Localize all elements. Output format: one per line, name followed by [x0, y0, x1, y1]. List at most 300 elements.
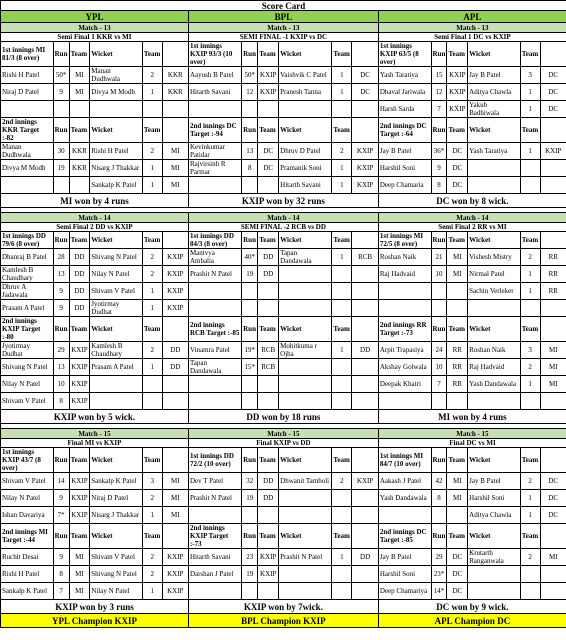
runs: 30	[53, 143, 69, 160]
wickets: 1	[332, 249, 352, 266]
bowler-name: Shivang N Patel	[90, 249, 143, 266]
bowling-team: RR	[540, 283, 566, 300]
batsman-name: Jyotirmay Dudhat	[1, 342, 54, 359]
bowler-name: Dhruv D Patel	[279, 143, 332, 160]
column-header-wicket: Wicket	[90, 317, 143, 342]
batsman-name	[188, 177, 241, 194]
batting-team	[447, 507, 468, 524]
bowling-team: KXIP	[352, 177, 379, 194]
wickets: 2	[142, 549, 162, 566]
bowler-name: Vishesh Mistry	[468, 249, 521, 266]
runs: 9	[53, 490, 69, 507]
column-header-blank	[540, 317, 566, 342]
bowler-name: Tapan Dandawala	[279, 249, 332, 266]
bowling-team: MI	[162, 160, 188, 177]
batting-team: DD	[258, 473, 279, 490]
column-header-team: Team	[142, 118, 162, 143]
column-header-team: Team	[447, 118, 468, 143]
column-header-run: Run	[53, 232, 69, 249]
column-header-wicket: Wicket	[279, 42, 332, 67]
column-header-blank	[352, 118, 379, 143]
column-header-run: Run	[53, 118, 69, 143]
bowling-team	[540, 160, 566, 177]
innings-label: 2nd innings KXIP Target :-80	[1, 317, 54, 342]
batsman-name: Ruchit Desai	[1, 549, 54, 566]
bowler-name: Jay B Patel	[468, 67, 521, 84]
league-header-bpl: BPL	[188, 11, 378, 23]
bowling-team: DD	[162, 359, 188, 376]
column-header-blank	[540, 448, 566, 473]
batsman-name: Nilay N Patel	[1, 490, 54, 507]
bowler-name: Nilay N Patel	[90, 583, 143, 600]
bowling-team	[352, 283, 379, 300]
wickets	[520, 566, 540, 583]
bowler-name: Nisarg J Thakkar	[90, 507, 143, 524]
batting-team: RR	[447, 342, 468, 359]
bowling-team	[352, 583, 379, 600]
runs: 32	[242, 473, 258, 490]
batsman-name: Nilay N Patel	[1, 376, 54, 393]
innings-label: 2nd innings DC Target :-85	[378, 524, 431, 549]
wickets	[142, 393, 162, 410]
batting-team	[447, 393, 468, 410]
column-header-wicket: Wicket	[279, 232, 332, 249]
runs: 19*	[242, 342, 258, 359]
runs: 23	[242, 549, 258, 566]
batsman-name: Vinamra Patel	[188, 342, 241, 359]
bowler-name: Divya M Modh	[90, 84, 143, 101]
wickets: 1	[332, 177, 352, 194]
wickets	[520, 177, 540, 194]
batsman-name	[378, 507, 431, 524]
runs: 29	[53, 342, 69, 359]
batting-team	[258, 507, 279, 524]
bowling-team: MI	[540, 549, 566, 566]
runs: 13	[242, 143, 258, 160]
column-header-run: Run	[53, 448, 69, 473]
wickets	[332, 300, 352, 317]
match-number: Match - 15	[188, 429, 378, 439]
column-header-run: Run	[53, 317, 69, 342]
column-header-wicket: Wicket	[90, 524, 143, 549]
batsman-name: Niraj D Patel	[1, 84, 54, 101]
wickets: 1	[332, 84, 352, 101]
bowler-name	[468, 160, 521, 177]
runs	[53, 177, 69, 194]
batsman-name	[188, 583, 241, 600]
runs: 36*	[431, 143, 447, 160]
batting-team: MI	[447, 473, 468, 490]
column-header-team: Team	[142, 448, 162, 473]
batting-team	[69, 177, 90, 194]
batsman-name: Shivam V Patel	[1, 473, 54, 490]
bowler-name: Yash Taratiya	[468, 143, 521, 160]
match-result: DD won by 18 runs	[188, 410, 378, 424]
wickets: 1	[520, 143, 540, 160]
batsman-name: Deep Chamaria	[378, 177, 431, 194]
column-header-team: Team	[520, 317, 540, 342]
bowler-name	[279, 490, 332, 507]
wickets: 1	[142, 84, 162, 101]
wickets: 1	[142, 507, 162, 524]
column-header-wicket: Wicket	[279, 448, 332, 473]
runs: 19	[53, 160, 69, 177]
wickets	[332, 490, 352, 507]
batsman-name: Arpit Trapasiya	[378, 342, 431, 359]
match-number: Match - 13	[1, 23, 189, 33]
innings-label: 1st innings KXIP 63/5 (8 over)	[378, 42, 431, 67]
bowling-team: KXIP	[162, 283, 188, 300]
bowler-name	[468, 583, 521, 600]
bowling-team: KXIP	[162, 249, 188, 266]
bowler-name	[279, 507, 332, 524]
bowling-team: DD	[352, 342, 379, 359]
column-header-team: Team	[258, 118, 279, 143]
bowling-team: KKR	[162, 84, 188, 101]
batting-team: DC	[258, 143, 279, 160]
wickets: 1	[332, 160, 352, 177]
runs: 42	[431, 473, 447, 490]
runs: 8	[242, 160, 258, 177]
column-header-wicket: Wicket	[90, 232, 143, 249]
batting-team: KXIP	[69, 393, 90, 410]
wickets: 1	[520, 376, 540, 393]
match-result: KXIP won by 5 wick.	[1, 410, 189, 424]
column-header-blank	[162, 118, 188, 143]
bowling-team	[352, 300, 379, 317]
column-header-team: Team	[142, 317, 162, 342]
bowling-team	[540, 566, 566, 583]
innings-label: 1st innings DD 72/2 (10 over)	[188, 448, 241, 473]
wickets: 1	[520, 490, 540, 507]
batting-team: MI	[69, 583, 90, 600]
bowler-name: Roshan Naik	[468, 342, 521, 359]
wickets: 2	[520, 473, 540, 490]
bowler-name: Vaishvik C Patel	[279, 67, 332, 84]
batsman-name: Raj Hadvaid	[378, 266, 431, 283]
wickets	[332, 101, 352, 118]
batting-team: KXIP	[69, 376, 90, 393]
batsman-name: Dhruv A Jadawala	[1, 283, 54, 300]
bowler-name: Shivang N Patel	[90, 566, 143, 583]
runs: 7	[431, 376, 447, 393]
league-header-apl: APL	[378, 11, 566, 23]
column-header-blank	[540, 524, 566, 549]
wickets	[332, 566, 352, 583]
bowler-name	[90, 101, 143, 118]
column-header-team: Team	[258, 317, 279, 342]
runs	[431, 283, 447, 300]
fixture-label: Final KXIP vs DD	[188, 439, 378, 448]
bowler-name: Prasam A Patel	[90, 359, 143, 376]
wickets: 1	[142, 160, 162, 177]
wickets: 3	[142, 473, 162, 490]
column-header-team: Team	[447, 317, 468, 342]
batting-team: MI	[69, 67, 90, 84]
column-header-run: Run	[242, 118, 258, 143]
innings-label: 2nd innings MI Target :-44	[1, 524, 54, 549]
column-header-wicket: Wicket	[468, 42, 521, 67]
runs	[242, 283, 258, 300]
batting-team	[258, 177, 279, 194]
column-header-run: Run	[431, 317, 447, 342]
batsman-name: Darshan J Patel	[188, 566, 241, 583]
wickets: 2	[332, 473, 352, 490]
column-header-run: Run	[242, 232, 258, 249]
bowling-team: DC	[540, 507, 566, 524]
bowling-team	[162, 376, 188, 393]
column-header-team: Team	[447, 448, 468, 473]
batting-team: DD	[69, 249, 90, 266]
bowler-name	[279, 300, 332, 317]
runs: 29	[431, 549, 447, 566]
fixture-label: Semi Final 2 RR vs MI	[378, 223, 566, 232]
batsman-name: Shivang N Patel	[1, 359, 54, 376]
runs: 8	[53, 393, 69, 410]
batting-team: DC	[447, 143, 468, 160]
column-header-wicket: Wicket	[468, 524, 521, 549]
match-result: MI won by 4 runs	[1, 194, 189, 208]
bowling-team: DC	[540, 67, 566, 84]
match-number: Match - 15	[1, 429, 189, 439]
batsman-name: Rishi H Patel	[1, 566, 54, 583]
runs	[431, 300, 447, 317]
batsman-name	[188, 101, 241, 118]
bowling-team: MI	[162, 177, 188, 194]
runs: 50*	[242, 67, 258, 84]
column-header-run: Run	[242, 524, 258, 549]
runs	[431, 393, 447, 410]
match-result: KXIP won by 7wick.	[188, 600, 378, 614]
column-header-team: Team	[69, 524, 90, 549]
bowling-team	[352, 101, 379, 118]
innings-label: 2nd innings KKR Target :-82	[1, 118, 54, 143]
column-header-wicket: Wicket	[279, 118, 332, 143]
runs: 12	[242, 84, 258, 101]
batsman-name: Yash Taratiya	[378, 67, 431, 84]
bowler-name	[279, 566, 332, 583]
bowler-name	[279, 583, 332, 600]
bowling-team: RR	[540, 249, 566, 266]
innings-label: 1st innings KXIP 43/7 (8 over)	[1, 448, 54, 473]
batsman-name: Sankalp K Patel	[1, 583, 54, 600]
column-header-team: Team	[520, 232, 540, 249]
match-result: KXIP won by 32 runs	[188, 194, 378, 208]
bowling-team: DD	[352, 549, 379, 566]
column-header-blank	[162, 524, 188, 549]
batsman-name: Dev T Patel	[188, 473, 241, 490]
fixture-label: Semi Final 1 KKR vs MI	[1, 33, 189, 42]
wickets: 1	[520, 84, 540, 101]
bowler-name: Dhwanit Tamboli	[279, 473, 332, 490]
column-header-wicket: Wicket	[90, 118, 143, 143]
runs: 21	[431, 249, 447, 266]
runs: 8	[431, 177, 447, 194]
match-number: Match - 13	[378, 23, 566, 33]
batsman-name: Harshil Soni	[378, 160, 431, 177]
column-header-wicket: Wicket	[468, 448, 521, 473]
batsman-name: Prasam A Patel	[1, 300, 54, 317]
match-number: Match - 15	[378, 429, 566, 439]
runs: 7*	[53, 507, 69, 524]
bowling-team: MI	[162, 143, 188, 160]
innings-label: 2nd innings KXIP Target :-73	[188, 524, 241, 549]
runs: 13	[53, 266, 69, 283]
runs: 14*	[431, 583, 447, 600]
wickets	[332, 507, 352, 524]
bowling-team: KXIP	[352, 143, 379, 160]
runs: 50*	[53, 67, 69, 84]
runs: 14	[53, 473, 69, 490]
wickets	[142, 101, 162, 118]
batting-team: KXIP	[69, 507, 90, 524]
bowling-team: DC	[540, 490, 566, 507]
batsman-name	[188, 283, 241, 300]
bowler-name	[468, 177, 521, 194]
bowler-name: Raj Hadvaid	[468, 359, 521, 376]
bowler-name: Kamlesh B Chaudhary	[90, 342, 143, 359]
innings-label: 1st innings MI 81/3 (8 over)	[1, 42, 54, 67]
wickets	[332, 583, 352, 600]
batting-team	[258, 583, 279, 600]
wickets: 2	[142, 249, 162, 266]
bowling-team	[352, 359, 379, 376]
match-result: DC won by 9 wick.	[378, 600, 566, 614]
bowling-team	[540, 300, 566, 317]
column-header-wicket: Wicket	[279, 317, 332, 342]
bowler-name	[279, 283, 332, 300]
wickets: 1	[142, 583, 162, 600]
fixture-label: Final MI vs KXIP	[1, 439, 189, 448]
column-header-run: Run	[431, 118, 447, 143]
bowler-name: Sankalp K Patel	[90, 177, 143, 194]
column-header-wicket: Wicket	[468, 118, 521, 143]
bowling-team	[352, 507, 379, 524]
runs: 9	[431, 160, 447, 177]
wickets: 1	[142, 359, 162, 376]
fixture-label: Final DC vs MI	[378, 439, 566, 448]
batsman-name: Yash Dandawala	[378, 490, 431, 507]
batsman-name: Hitarth Savani	[188, 84, 241, 101]
bowler-name	[90, 393, 143, 410]
bowling-team: KXIP	[352, 473, 379, 490]
runs: 10	[53, 376, 69, 393]
batting-team: KXIP	[447, 67, 468, 84]
bowler-name: Krutarth Ranganwala	[468, 549, 521, 566]
batting-team: MI	[447, 490, 468, 507]
batting-team: DC	[447, 160, 468, 177]
batsman-name: Rajvirsinh R Parmar	[188, 160, 241, 177]
batting-team	[258, 300, 279, 317]
column-header-team: Team	[332, 232, 352, 249]
bowling-team: DC	[540, 101, 566, 118]
wickets	[520, 583, 540, 600]
bowling-team: MI	[540, 342, 566, 359]
match-result: KXIP won by 3 runs	[1, 600, 189, 614]
bowling-team	[352, 266, 379, 283]
column-header-run: Run	[431, 232, 447, 249]
wickets: 2	[520, 549, 540, 566]
bowler-name	[468, 300, 521, 317]
column-header-blank	[540, 232, 566, 249]
bowler-name: Nisarg J Thakkar	[90, 160, 143, 177]
batting-team: DD	[69, 283, 90, 300]
batting-team	[258, 283, 279, 300]
wickets: 2	[142, 342, 162, 359]
column-header-team: Team	[258, 232, 279, 249]
batting-team: KXIP	[447, 84, 468, 101]
bowling-team	[162, 101, 188, 118]
batting-team: RR	[447, 359, 468, 376]
bowler-name: Jyotirmay Dudhat	[90, 300, 143, 317]
bowling-team	[352, 393, 379, 410]
bowler-name: Nilay N Patel	[90, 266, 143, 283]
batsman-name	[1, 101, 54, 118]
wickets: 2	[142, 266, 162, 283]
column-header-wicket: Wicket	[468, 232, 521, 249]
batsman-name: Shivam V Patel	[1, 393, 54, 410]
bowling-team: KXIP	[162, 566, 188, 583]
column-header-team: Team	[447, 524, 468, 549]
bowler-name: Rishi H Patel	[90, 143, 143, 160]
runs: 23*	[431, 566, 447, 583]
bowling-team	[352, 566, 379, 583]
column-header-team: Team	[69, 232, 90, 249]
batsman-name: Akshay Golwala	[378, 359, 431, 376]
innings-label: 1st innings DD 79/6 (8 over)	[1, 232, 54, 249]
wickets	[332, 266, 352, 283]
bowler-name: Harshil Soni	[468, 490, 521, 507]
runs: 8	[53, 566, 69, 583]
bowling-team: KXIP	[162, 266, 188, 283]
wickets	[142, 376, 162, 393]
wickets	[332, 283, 352, 300]
runs: 9	[53, 84, 69, 101]
runs: 9	[53, 300, 69, 317]
batting-team: DD	[258, 266, 279, 283]
wickets: 1	[520, 101, 540, 118]
bowling-team: KXIP	[540, 143, 566, 160]
bowling-team	[540, 393, 566, 410]
column-header-team: Team	[69, 42, 90, 67]
column-header-blank	[352, 42, 379, 67]
batting-team: KXIP	[69, 490, 90, 507]
batting-team: RR	[447, 376, 468, 393]
batting-team	[69, 101, 90, 118]
bowler-name: Hitarth Savani	[279, 177, 332, 194]
column-header-team: Team	[258, 448, 279, 473]
innings-label: 2nd innings DC Target :-94	[188, 118, 241, 143]
column-header-run: Run	[242, 42, 258, 67]
column-header-blank	[352, 232, 379, 249]
bowler-name: Yash Dandawala	[468, 376, 521, 393]
column-header-run: Run	[431, 448, 447, 473]
bowling-team: DC	[540, 84, 566, 101]
runs: 10	[431, 359, 447, 376]
batting-team	[258, 101, 279, 118]
bowling-team: KKR	[162, 67, 188, 84]
column-header-wicket: Wicket	[90, 448, 143, 473]
runs: 13	[53, 359, 69, 376]
batting-team: DD	[258, 490, 279, 507]
match-number: Match - 14	[188, 213, 378, 223]
wickets: 1	[332, 67, 352, 84]
bowling-team: MI	[162, 473, 188, 490]
wickets	[332, 359, 352, 376]
column-header-wicket: Wicket	[468, 317, 521, 342]
match-result: MI won by 4 runs	[378, 410, 566, 424]
wickets: 3	[520, 342, 540, 359]
